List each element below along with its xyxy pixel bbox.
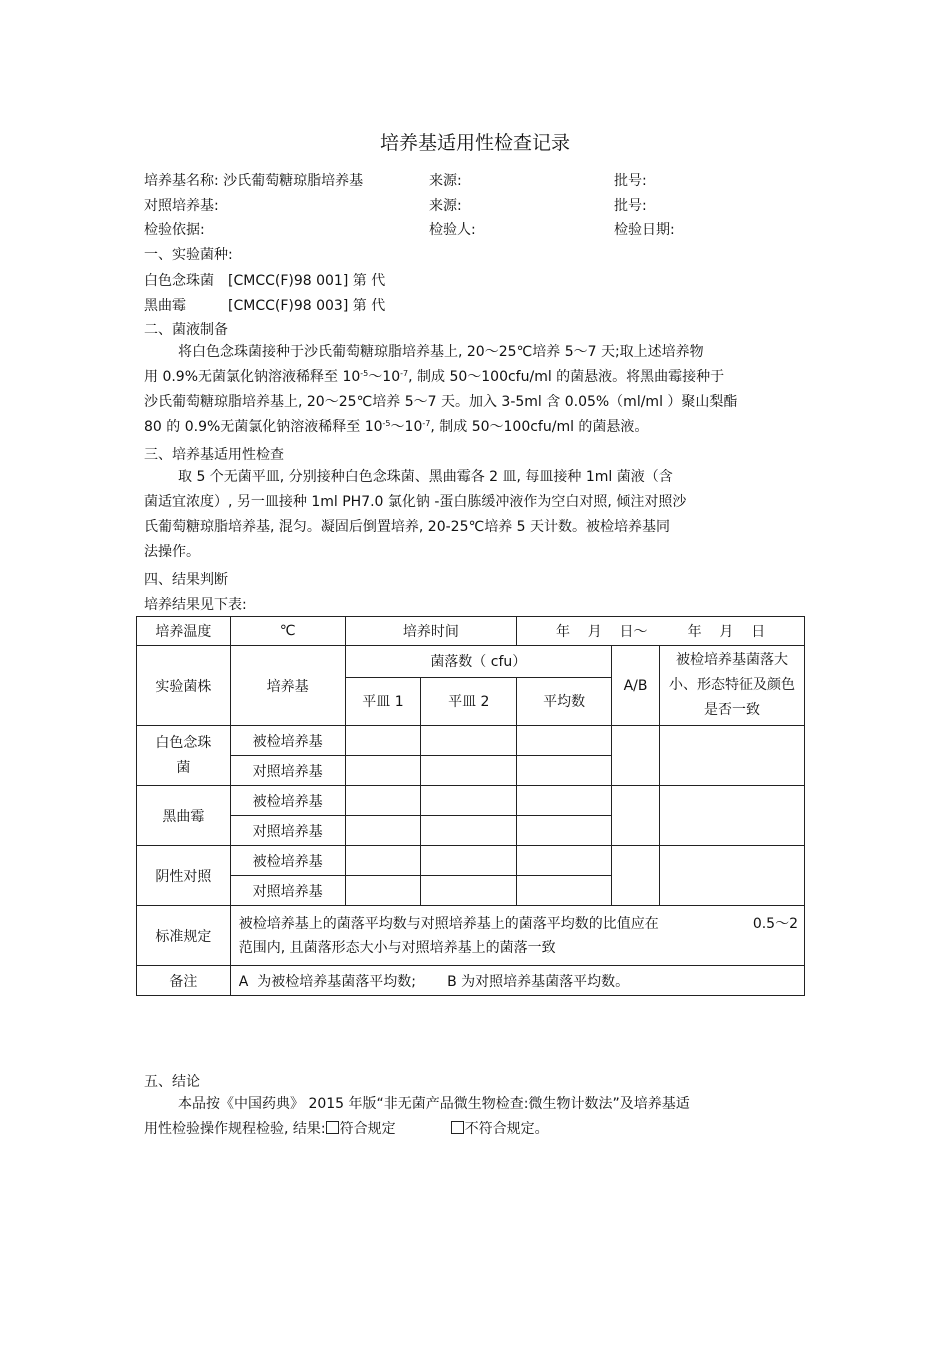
- opt-compliant: 符合规定: [339, 1121, 396, 1137]
- plate-1-cell[interactable]: [345, 786, 421, 816]
- date-label: 检验日期:: [614, 222, 675, 238]
- section-3-body: [144, 465, 804, 565]
- consistency-cell[interactable]: [660, 846, 805, 906]
- plate-2-cell[interactable]: [421, 756, 517, 786]
- tested-medium: 被检培养基: [230, 786, 345, 816]
- control-medium-label: 对照培养基:: [144, 198, 219, 214]
- section-5-heading: 五、结论: [144, 1074, 200, 1090]
- section-2-heading: 二、菌液制备: [144, 322, 228, 338]
- plate-1-cell[interactable]: [345, 816, 421, 846]
- standard-text: 被检培养基上的菌落平均数与对照培养基上的菌落平均数的比值应在 0.5～2 范围内, 且菌落形态大小与对照培养基上的菌落一致: [230, 906, 804, 966]
- plate-1-cell[interactable]: [345, 846, 421, 876]
- checkbox-noncompliant[interactable]: [451, 1121, 464, 1134]
- plate-1-cell[interactable]: [345, 726, 421, 756]
- average-cell[interactable]: [517, 786, 612, 816]
- source-label: 来源:: [429, 173, 462, 189]
- control-batch-label: 批号:: [614, 198, 647, 214]
- s2-line-3: 沙氏葡萄糖琼脂培养基上, 20～25℃培养 5～7 天。加入 3-5ml 含 0.05%（ml/ml ）聚山梨酯: [144, 394, 738, 410]
- average-cell[interactable]: [517, 876, 612, 906]
- average-header: 平均数: [517, 677, 612, 725]
- table-row: [137, 786, 805, 816]
- table-row: [137, 906, 805, 966]
- date-range: 年 月 日～ 年 月 日: [517, 617, 805, 646]
- strain-1-code: [CMCC(F)98 001] 第 代: [228, 273, 386, 289]
- group-strain: 黑曲霉: [137, 786, 231, 846]
- temp-label: 培养温度: [137, 617, 231, 646]
- basis-label: 检验依据:: [144, 222, 205, 238]
- control-source-label: 来源:: [429, 198, 462, 214]
- plate-2-header: 平皿 2: [421, 677, 517, 725]
- plate-2-cell[interactable]: [421, 876, 517, 906]
- time-label: 培养时间: [345, 617, 517, 646]
- table-row: [137, 646, 805, 678]
- ab-header: A/B: [612, 646, 660, 726]
- tested-medium: 被检培养基: [230, 846, 345, 876]
- ab-cell[interactable]: [612, 846, 660, 906]
- average-cell[interactable]: [517, 816, 612, 846]
- control-medium: 对照培养基: [230, 756, 345, 786]
- group-strain: 白色念珠菌: [137, 726, 231, 786]
- s5-line-2: 用性检验操作规程检验, 结果: 符合规定 不符合规定。: [144, 1121, 549, 1137]
- note-label: 备注: [137, 966, 231, 996]
- section-4-sub: 培养结果见下表:: [144, 597, 247, 613]
- table-row: [137, 846, 805, 876]
- table-row: [137, 726, 805, 756]
- s3-line-2: 菌适宜浓度）, 另一皿接种 1ml PH7.0 氯化钠 -蛋白胨缓冲液作为空白对照, 倾注对照沙: [144, 494, 687, 510]
- plate-1-cell[interactable]: [345, 756, 421, 786]
- average-cell[interactable]: [517, 846, 612, 876]
- section-1-heading: 一、实验菌种:: [144, 247, 233, 263]
- strain-header: 实验菌株: [137, 646, 231, 726]
- consistency-cell[interactable]: [660, 726, 805, 786]
- consistency-header: 被检培养基菌落大小、形态特征及颜色是否一致: [660, 646, 805, 726]
- opt-noncompliant: 不符合规定。: [464, 1121, 549, 1137]
- table-row: [137, 966, 805, 996]
- plate-2-cell[interactable]: [421, 846, 517, 876]
- s2-line-1: 将白色念珠菌接种于沙氏葡萄糖琼脂培养基上, 20～25℃培养 5～7 天;取上述培养物: [178, 344, 704, 360]
- average-cell[interactable]: [517, 756, 612, 786]
- plate-2-cell[interactable]: [421, 816, 517, 846]
- inspector-label: 检验人:: [429, 222, 476, 238]
- checkbox-compliant[interactable]: [326, 1121, 339, 1134]
- s2-line-2: 用 0.9%无菌氯化钠溶液稀释至 $10^{-5}\sim 10^{-7}$, 制成 50～100cfu/ml 的菌悬液。将黑曲霉接种于: [144, 369, 725, 385]
- plate-2-cell[interactable]: [421, 786, 517, 816]
- s3-line-1: 取 5 个无菌平皿, 分别接种白色念珠菌、黑曲霉各 2 皿, 每皿接种 1ml 菌液（含: [178, 469, 673, 485]
- plate-1-header: 平皿 1: [345, 677, 421, 725]
- note-text: A 为被检培养基菌落平均数; B 为对照培养基菌落平均数。: [230, 966, 804, 996]
- s2-line-4: 80 的 0.9%无菌氯化钠溶液稀释至 $10^{-5}\sim 10^{-7}$, 制成 50～100cfu/ml 的菌悬液。: [144, 419, 649, 435]
- section-4-heading: 四、结果判断: [144, 572, 228, 588]
- section-2-body: [144, 340, 804, 440]
- plate-2-cell[interactable]: [421, 726, 517, 756]
- group-strain: 阴性对照: [137, 846, 231, 906]
- s3-line-3: 氏葡萄糖琼脂培养基, 混匀。凝固后倒置培养, 20-25℃培养 5 天计数。被检培养基同: [144, 519, 671, 535]
- control-medium: 对照培养基: [230, 816, 345, 846]
- section-5-body: [144, 1092, 804, 1142]
- tested-medium: 被检培养基: [230, 726, 345, 756]
- average-cell[interactable]: [517, 726, 612, 756]
- medium-name: 培养基名称: 沙氏葡萄糖琼脂培养基: [144, 173, 364, 189]
- ab-cell[interactable]: [612, 786, 660, 846]
- strain-1-name: 白色念珠菌: [144, 273, 214, 289]
- colony-header: 菌落数（ cfu）: [345, 646, 612, 678]
- section-3-heading: 三、培养基适用性检查: [144, 447, 284, 463]
- batch-label: 批号:: [614, 173, 647, 189]
- strain-2-code: [CMCC(F)98 003] 第 代: [228, 298, 386, 314]
- table-row: [137, 617, 805, 646]
- s3-line-4: 法操作。: [144, 544, 200, 560]
- strain-2-name: 黑曲霉: [144, 298, 186, 314]
- standard-label: 标准规定: [137, 906, 231, 966]
- s5-line-1: 本品按《中国药典》 2015 年版“非无菌产品微生物检查:微生物计数法”及培养基适: [178, 1096, 690, 1112]
- ab-cell[interactable]: [612, 726, 660, 786]
- page-title: 培养基适用性检查记录: [379, 132, 570, 154]
- consistency-cell[interactable]: [660, 786, 805, 846]
- control-medium: 对照培养基: [230, 876, 345, 906]
- medium-header: 培养基: [230, 646, 345, 726]
- plate-1-cell[interactable]: [345, 876, 421, 906]
- temp-unit: ℃: [230, 617, 345, 646]
- results-table: [136, 616, 805, 996]
